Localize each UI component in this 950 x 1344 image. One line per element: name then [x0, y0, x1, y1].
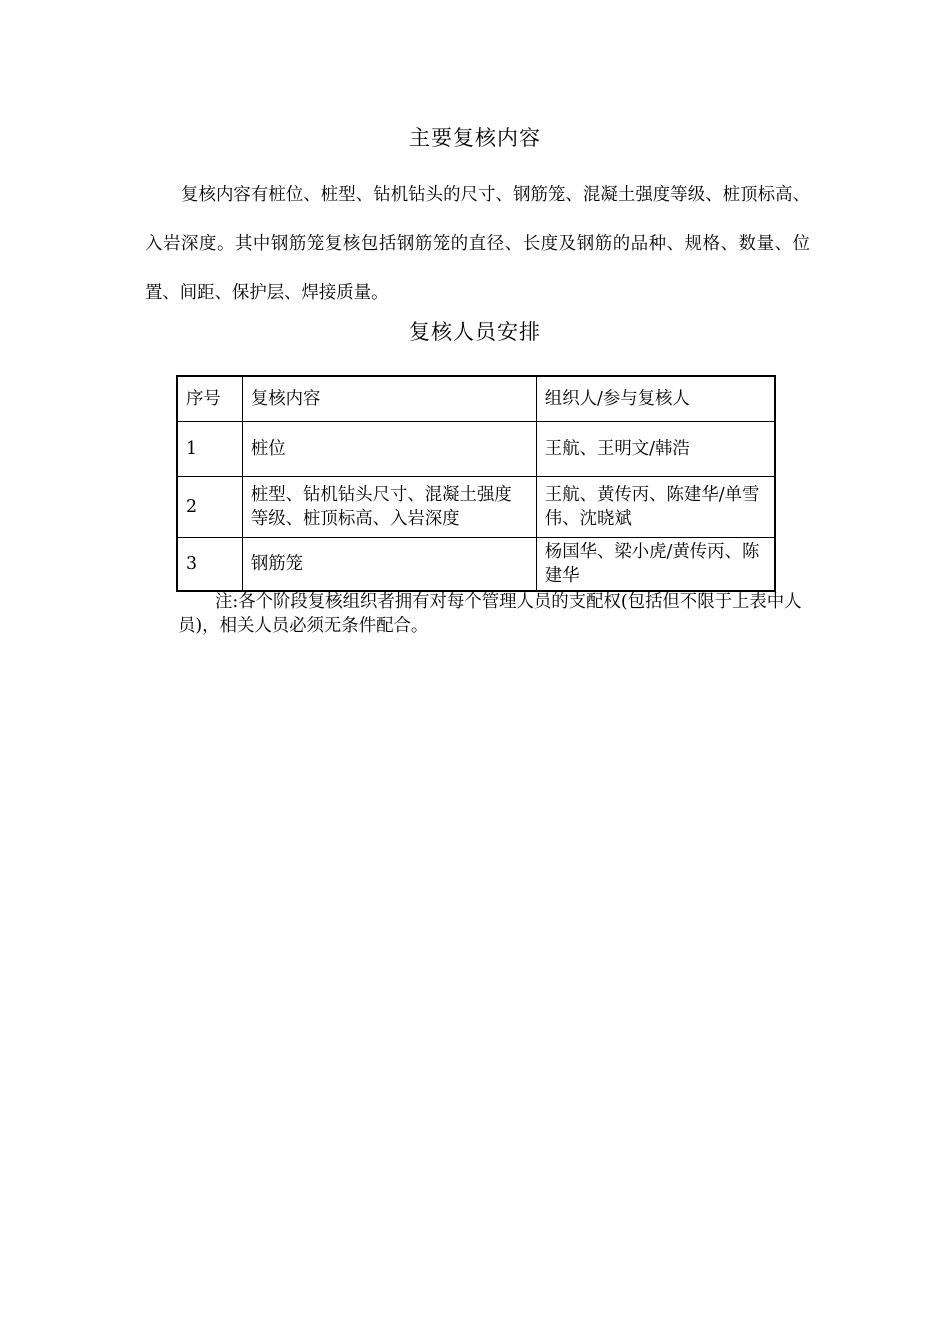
table-row — [177, 477, 775, 538]
header-cell-content: 复核内容 — [242, 376, 536, 422]
section-title: 主要复核内容 — [409, 126, 541, 150]
table-note: 注:各个阶段复核组织者拥有对每个管理人员的支配权(包括但不限于上表中人员)，相关人员必须无条件配合。 — [178, 592, 802, 636]
cell-content: 钢筋笼 — [242, 538, 536, 592]
review-content-paragraph: 复核内容有桩位、桩型、钻机钻头的尺寸、钢筋笼、混凝土强度等级、桩顶标高、入岩深度。其中钢筋笼复核包括钢筋笼的直径、长度及钢筋的品种、规格、数量、位置、间距、保护层、焊接质量。 — [145, 185, 810, 303]
cell-index: 1 — [177, 422, 242, 477]
header-cell-index: 序号 — [177, 376, 242, 422]
cell-staff: 王航、黄传丙、陈建华/单雪伟、沈晓斌 — [536, 477, 775, 538]
header-cell-staff: 组织人/参与复核人 — [536, 376, 775, 422]
cell-index: 2 — [177, 477, 242, 538]
table-title: 复核人员安排 — [409, 320, 541, 344]
cell-index: 3 — [177, 538, 242, 592]
table-row — [177, 538, 775, 592]
cell-content: 桩型、钻机钻头尺寸、混凝土强度等级、桩顶标高、入岩深度 — [242, 477, 536, 538]
table-header-row — [177, 376, 775, 422]
cell-staff: 王航、王明文/韩浩 — [536, 422, 775, 477]
table-row — [177, 422, 775, 477]
review-staff-table — [176, 375, 776, 592]
cell-content: 桩位 — [242, 422, 536, 477]
cell-staff: 杨国华、梁小虎/黄传丙、陈建华 — [536, 538, 775, 592]
